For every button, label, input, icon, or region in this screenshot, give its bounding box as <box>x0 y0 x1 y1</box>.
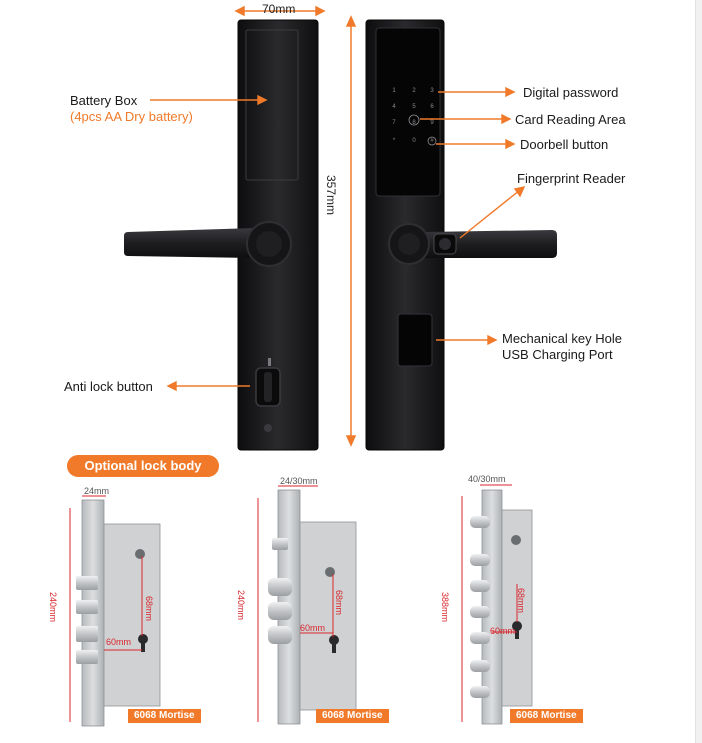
key-hole-cover <box>398 314 432 366</box>
doorbell-button-label: Doorbell button <box>520 137 609 152</box>
svg-text:6: 6 <box>430 104 434 110</box>
anti-lock-button-label: Anti lock button <box>64 379 153 394</box>
mortise-1-vertical: 68mm <box>144 596 154 622</box>
mortise-2-horizontal: 60mm <box>300 623 326 633</box>
width-dimension-label: 70mm <box>262 2 296 16</box>
keypad-glass <box>376 28 440 196</box>
svg-text:4: 4 <box>392 104 396 110</box>
optional-lock-body-title: Optional lock body <box>67 455 219 477</box>
svg-text:7: 7 <box>392 120 396 126</box>
height-dimension-arrow <box>347 17 355 445</box>
svg-text:1: 1 <box>392 88 396 94</box>
svg-text:*: * <box>392 138 396 144</box>
mortise-3-tag: 6068 Mortise <box>510 709 583 723</box>
mortise-1-width: 24mm <box>84 486 110 496</box>
battery-note-label: (4pcs AA Dry battery) <box>70 109 193 124</box>
svg-text:2: 2 <box>412 88 416 94</box>
mortise-2-tag: 6068 Mortise <box>316 709 389 723</box>
mortise-3-horizontal: 60mm <box>490 626 516 636</box>
mortise-2-width: 24/30mm <box>280 476 318 486</box>
usb-charging-port-label: USB Charging Port <box>502 347 613 362</box>
svg-text:#: # <box>430 138 434 144</box>
svg-text:3: 3 <box>430 88 434 94</box>
mortise-2-height: 240mm <box>236 590 246 621</box>
svg-text:0: 0 <box>412 138 416 144</box>
svg-text:5: 5 <box>412 104 416 110</box>
mortise-1-tag: 6068 Mortise <box>128 709 201 723</box>
mortise-2-vertical: 68mm <box>334 590 344 616</box>
mortise-3-width: 40/30mm <box>468 474 506 484</box>
card-reading-area-label: Card Reading Area <box>515 112 626 127</box>
svg-text:9: 9 <box>430 120 434 126</box>
digital-password-label: Digital password <box>523 85 619 100</box>
mortise-3-vertical: 68mm <box>516 588 526 614</box>
page-scrollbar[interactable] <box>695 0 702 743</box>
mortise-1-horizontal: 60mm <box>106 637 132 647</box>
mortise-1-height: 240mm <box>48 592 58 623</box>
mortise-3-height: 388mm <box>440 592 450 623</box>
mechanical-key-hole-label: Mechanical key Hole <box>502 331 622 346</box>
height-dimension-label: 357mm <box>324 175 338 216</box>
battery-box-label: Battery Box <box>70 93 138 108</box>
fingerprint-reader-label: Fingerprint Reader <box>517 171 626 186</box>
svg-text:8: 8 <box>412 120 416 126</box>
